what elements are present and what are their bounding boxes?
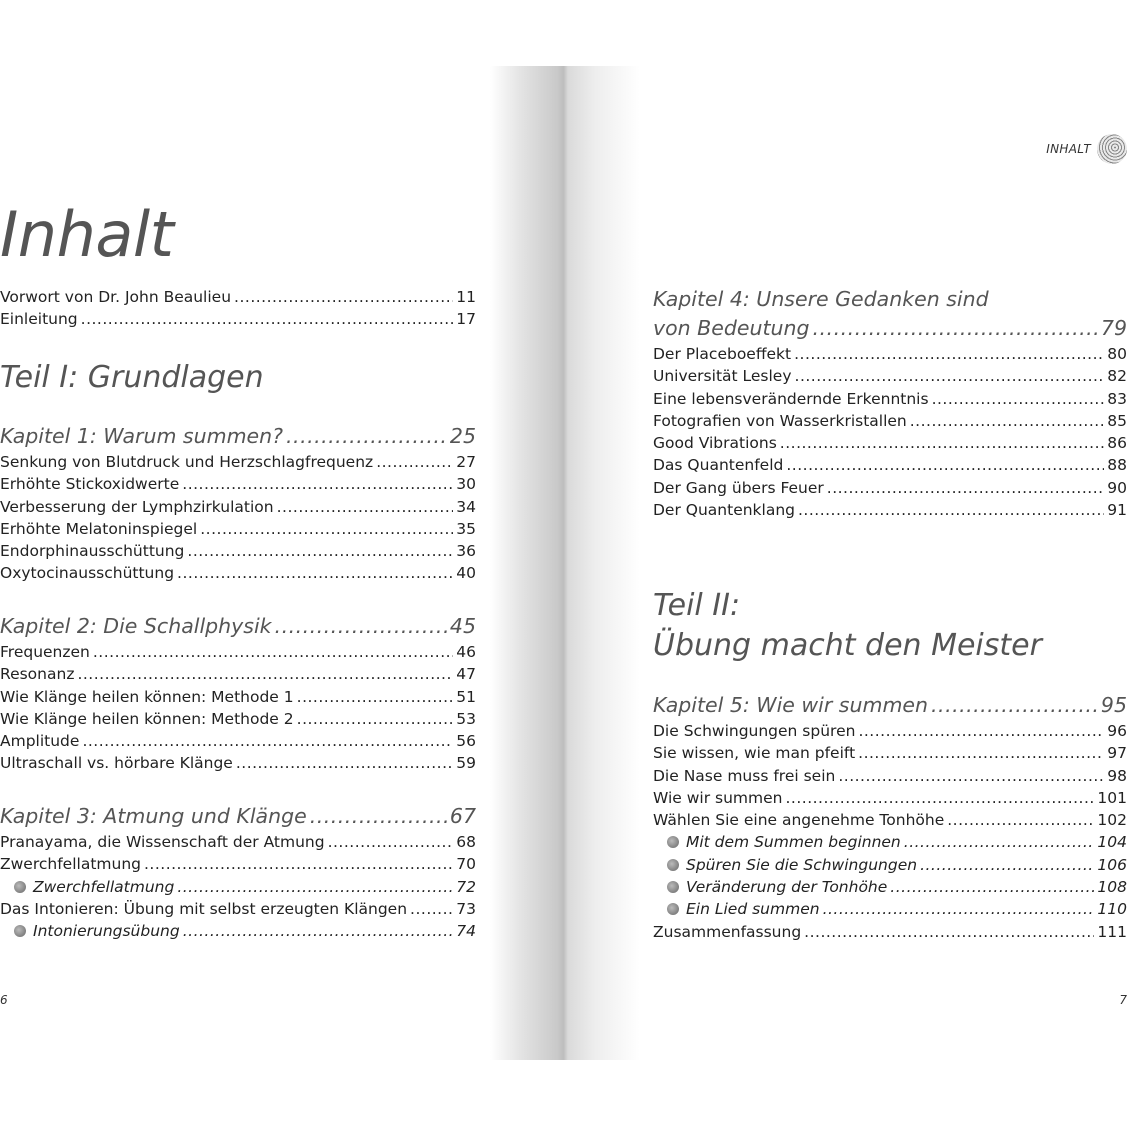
dot-leader	[794, 343, 1104, 365]
dot-leader	[82, 730, 453, 752]
toc-entry[interactable]	[653, 410, 1127, 432]
toc-subentry[interactable]	[0, 920, 476, 942]
part-title-line2: Übung macht den Meister	[653, 628, 1042, 663]
toc-entry-label: Pranayama, die Wissenschaft der Atmung	[0, 833, 325, 851]
toc-entry[interactable]	[0, 496, 476, 518]
dot-leader	[144, 853, 453, 875]
dot-leader	[236, 752, 453, 774]
toc-entry[interactable]	[0, 451, 476, 473]
toc-entry-page: 90	[1107, 478, 1127, 497]
toc-entry-label: Wie Klänge heilen können: Methode 1	[0, 687, 294, 706]
bullet-icon	[667, 859, 679, 871]
dot-leader	[858, 742, 1104, 764]
toc-entry[interactable]	[0, 641, 476, 663]
toc-entry-label: Einleitung	[0, 310, 78, 329]
toc-entry-label: Zwerchfellatmung	[33, 877, 175, 896]
toc-entry-page: 104	[1097, 833, 1127, 852]
dot-leader	[932, 388, 1105, 410]
toc-entry[interactable]	[0, 831, 476, 853]
toc-entry[interactable]	[0, 518, 476, 540]
toc-entry-label: Die Schwingungen spüren	[653, 722, 856, 740]
chapter-1	[0, 422, 476, 585]
dot-leader	[328, 831, 454, 853]
toc-subentry[interactable]	[0, 876, 476, 898]
toc-entry-label: Wie Klänge heilen können: Methode 2	[0, 709, 294, 728]
toc-entry-page: 86	[1107, 434, 1127, 453]
toc-entry[interactable]	[0, 473, 476, 495]
toc-entry-page: 102	[1097, 811, 1127, 830]
toc-entry[interactable]	[653, 343, 1127, 365]
toc-entry[interactable]	[653, 365, 1127, 387]
toc-entry-label: Wählen Sie eine angenehme Tonhöhe	[653, 811, 945, 830]
dot-leader	[183, 920, 454, 942]
toc-entry[interactable]	[0, 562, 476, 584]
toc-entry-page: 106	[1097, 855, 1127, 874]
chapter-title: Kapitel 1: Warum summen?	[0, 424, 284, 448]
chapter-3	[0, 802, 476, 942]
dot-leader	[200, 518, 453, 540]
toc-entry[interactable]	[0, 308, 476, 330]
toc-entry-label: Amplitude	[0, 732, 80, 751]
toc-entry[interactable]	[0, 286, 476, 308]
dot-leader	[858, 720, 1104, 742]
toc-entry-page: 111	[1097, 922, 1127, 941]
toc-entry-label: Endorphinausschüttung	[0, 542, 185, 561]
dot-leader	[910, 410, 1105, 432]
toc-entry-label: Good Vibrations	[653, 434, 777, 453]
toc-entry[interactable]	[0, 540, 476, 562]
toc-entry-page: 82	[1107, 367, 1127, 386]
toc-entry[interactable]	[653, 388, 1127, 410]
dot-leader	[827, 477, 1104, 499]
chapter-title: Kapitel 3: Atmung und Klänge	[0, 804, 307, 828]
toc-entry-page: 47	[456, 665, 476, 684]
toc-subentry[interactable]	[653, 898, 1127, 920]
chapter-page: 95	[1100, 693, 1127, 717]
toc-entry-page: 80	[1107, 345, 1127, 363]
toc-entry-page: 53	[456, 709, 476, 728]
dot-leader	[182, 473, 453, 495]
toc-entry[interactable]	[653, 742, 1127, 764]
bullet-icon	[667, 903, 679, 915]
toc-entry-page: 108	[1097, 878, 1127, 897]
bullet-icon	[14, 925, 26, 937]
toc-entry-label: Eine lebensverändernde Erkenntnis	[653, 389, 929, 408]
dot-leader	[297, 686, 454, 708]
toc-entry-page: 74	[456, 922, 476, 941]
toc-entry-page: 85	[1107, 411, 1127, 430]
toc-entry[interactable]	[0, 730, 476, 752]
toc-entry-page: 30	[456, 475, 476, 494]
dot-leader	[798, 499, 1104, 521]
toc-entry-page: 83	[1107, 389, 1127, 408]
chapter-page: 45	[449, 614, 476, 638]
toc-entry-label: Senkung von Blutdruck und Herzschlagfrequenz	[0, 453, 374, 471]
intro-entries	[0, 286, 476, 331]
chapter-2	[0, 612, 476, 775]
toc-entry-label: Universität Lesley	[653, 367, 792, 386]
toc-entry-page: 27	[456, 453, 476, 471]
toc-entry-label: Zwerchfellatmung	[0, 855, 141, 874]
toc-entry-label: Frequenzen	[0, 643, 90, 661]
toc-entry[interactable]	[653, 787, 1127, 809]
dot-leader	[786, 454, 1104, 476]
toc-entry-label: Resonanz	[0, 665, 75, 684]
toc-entry-page: 35	[456, 519, 476, 538]
toc-entry[interactable]	[653, 809, 1127, 831]
bullet-icon	[14, 881, 26, 893]
toc-entry[interactable]	[0, 853, 476, 875]
toc-entry-label: Veränderung der Tonhöhe	[686, 878, 888, 897]
toc-entry-label: Oxytocinausschüttung	[0, 564, 175, 583]
toc-entry[interactable]	[653, 921, 1127, 943]
chapter-title-line1: Kapitel 4: Unsere Gedanken sind	[653, 287, 989, 311]
toc-entry-page: 56	[456, 732, 476, 751]
page-number: 6	[0, 993, 8, 1007]
dot-leader	[187, 540, 453, 562]
dot-leader	[177, 876, 453, 898]
toc-entry-page: 70	[456, 855, 476, 874]
dot-leader	[823, 898, 1095, 920]
toc-entry-page: 101	[1097, 788, 1127, 807]
dot-leader	[780, 432, 1104, 454]
toc-entry-page: 97	[1107, 744, 1127, 763]
dot-leader	[93, 641, 453, 663]
chapter-heading[interactable]	[653, 314, 1127, 343]
toc-entry[interactable]	[0, 752, 476, 774]
dot-leader	[277, 496, 454, 518]
toc-entry-label: Sie wissen, wie man pfeift	[653, 744, 856, 763]
toc-entry-label: Mit dem Summen beginnen	[686, 833, 901, 852]
chapter-heading[interactable]	[653, 691, 1127, 720]
dot-leader	[920, 854, 1094, 876]
toc-entry[interactable]	[0, 686, 476, 708]
toc-entry[interactable]	[0, 663, 476, 685]
toc-entry-label: Ein Lied summen	[686, 900, 820, 919]
running-head-label: INHALT	[1046, 142, 1091, 156]
dot-leader	[234, 286, 453, 308]
dot-leader	[786, 787, 1095, 809]
toc-entry-label: Vorwort von Dr. John Beaulieu	[0, 288, 232, 306]
dot-leader	[904, 831, 1095, 853]
chapter-5	[653, 691, 1127, 943]
chapter-heading[interactable]	[0, 422, 476, 451]
page-number: 7	[1119, 993, 1127, 1007]
toc-entry-page: 88	[1107, 456, 1127, 475]
dot-leader	[81, 308, 454, 330]
dot-leader	[177, 562, 453, 584]
toc-entry-page: 11	[456, 288, 476, 306]
dot-leader	[77, 663, 453, 685]
toc-entry-page: 68	[456, 833, 476, 851]
toc-entry-label: Wie wir summen	[653, 788, 783, 807]
toc-entry-label: Der Quantenklang	[653, 501, 795, 520]
toc-entry-label: Spüren Sie die Schwingungen	[686, 855, 918, 874]
toc-entry-label: Der Gang übers Feuer	[653, 478, 824, 497]
toc-entry[interactable]	[653, 477, 1127, 499]
toc-entry-page: 96	[1107, 722, 1127, 740]
dot-leader	[813, 314, 1098, 343]
toc-entry-label: Der Placeboeffekt	[653, 345, 792, 363]
dot-leader	[297, 708, 454, 730]
bullet-icon	[667, 836, 679, 848]
chapter-title-line2: von Bedeutung	[653, 316, 810, 340]
part-title-line1: Teil II:	[653, 588, 741, 623]
dot-leader	[931, 691, 1098, 720]
toc-entry-label: Das Quantenfeld	[653, 456, 784, 475]
toc-entry[interactable]	[653, 765, 1127, 787]
toc-entry-label: Zusammenfassung	[653, 922, 802, 941]
toc-entry-label: Intonierungsübung	[33, 922, 180, 941]
dot-leader	[310, 802, 447, 831]
chapter-heading[interactable]	[0, 802, 476, 831]
toc-entry[interactable]	[0, 708, 476, 730]
toc-entry-label: Ultraschall vs. hörbare Klänge	[0, 754, 233, 773]
toc-entry-page: 91	[1107, 501, 1127, 520]
toc-entry-page: 46	[456, 643, 476, 661]
chapter-page: 67	[449, 804, 476, 828]
toc-entry-page: 36	[456, 542, 476, 561]
dot-leader	[838, 765, 1104, 787]
book-gutter-shadow	[490, 66, 640, 1060]
toc-entry[interactable]	[653, 454, 1127, 476]
chapter-page: 25	[449, 424, 476, 448]
toc-entry-page: 40	[456, 564, 476, 583]
dot-leader	[410, 898, 453, 920]
left-page	[0, 0, 476, 1127]
chapter-heading[interactable]	[0, 612, 476, 641]
toc-entry-page: 110	[1097, 900, 1127, 919]
part-title: Teil I: Grundlagen	[0, 360, 264, 395]
toc-entry-label: Verbesserung der Lymphzirkulation	[0, 497, 274, 516]
dot-leader	[795, 365, 1105, 387]
dot-leader	[376, 451, 453, 473]
right-page	[653, 0, 1127, 1127]
toc-entry-label: Erhöhte Stickoxidwerte	[0, 475, 180, 494]
toc-entry-label: Die Nase muss frei sein	[653, 766, 836, 785]
bullet-icon	[667, 881, 679, 893]
toc-entry[interactable]	[653, 720, 1127, 742]
chapter-title: Kapitel 2: Die Schallphysik	[0, 614, 272, 638]
chapter-4	[653, 285, 1127, 521]
dot-leader	[275, 612, 447, 641]
toc-entry[interactable]	[0, 898, 476, 920]
toc-subentry[interactable]	[653, 876, 1127, 898]
toc-entry[interactable]	[653, 432, 1127, 454]
chapter-page: 79	[1100, 316, 1127, 340]
toc-entry-page: 34	[456, 497, 476, 516]
toc-entry-page: 17	[456, 310, 476, 329]
toc-subentry[interactable]	[653, 854, 1127, 876]
toc-entry-label: Erhöhte Melatoninspiegel	[0, 519, 198, 538]
toc-entry-label: Das Intonieren: Übung mit selbst erzeugten Klängen	[0, 899, 408, 918]
toc-entry-page: 73	[456, 899, 476, 918]
toc-entry[interactable]	[653, 499, 1127, 521]
chapter-title: Kapitel 5: Wie wir summen	[653, 693, 929, 717]
toc-entry-page: 98	[1107, 766, 1127, 785]
toc-subentry[interactable]	[653, 831, 1127, 853]
dot-leader	[804, 921, 1094, 943]
dot-leader	[890, 876, 1094, 898]
toc-entry-page: 72	[456, 877, 476, 896]
toc-entry-label: Fotografien von Wasserkristallen	[653, 411, 907, 430]
dot-leader	[947, 809, 1094, 831]
dot-leader	[286, 422, 447, 451]
toc-entry-page: 59	[456, 754, 476, 773]
toc-entry-page: 51	[456, 687, 476, 706]
page-title: Inhalt	[0, 198, 174, 271]
